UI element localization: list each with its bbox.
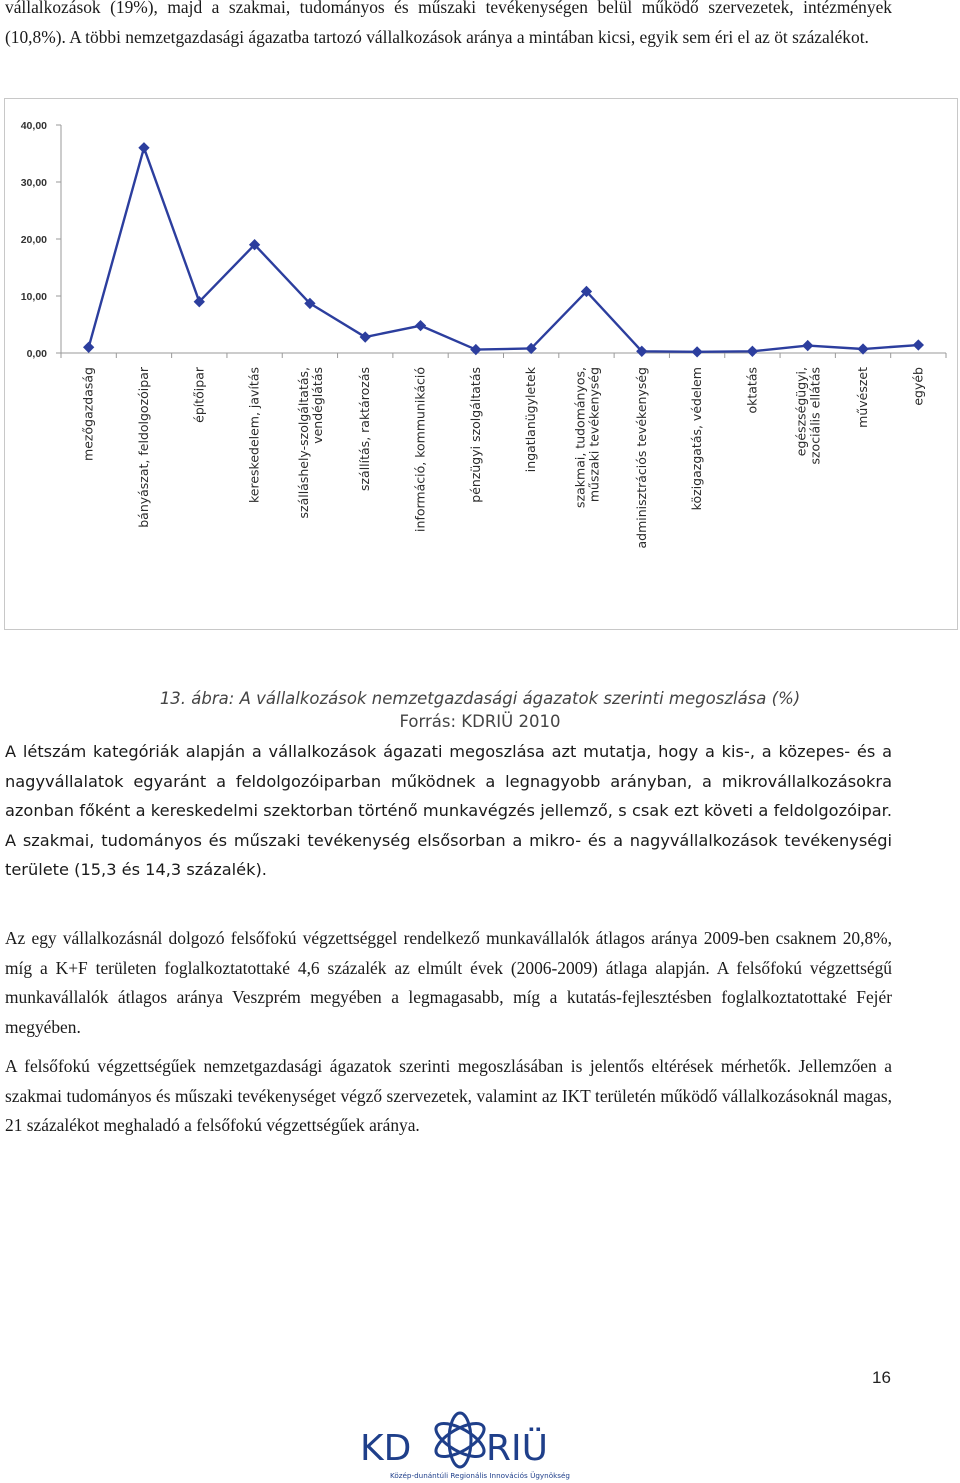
x-tick-label-line: vendéglátás [309, 367, 325, 444]
x-tick-label-line: kereskedelem, javítás [246, 367, 262, 504]
x-tick-label [855, 367, 870, 428]
x-tick-label-line: ingatlanügyletek [523, 367, 539, 473]
x-tick-label-line: építőipar [191, 367, 207, 423]
x-tick-label-line: pénzügyi szolgáltatás [467, 367, 483, 503]
x-tick-label [794, 367, 823, 465]
chart-frame [5, 99, 958, 630]
x-tick-label [744, 367, 759, 414]
page-number: 16 [872, 1368, 891, 1387]
x-tick-label-line: oktatás [744, 367, 760, 414]
x-tick-label [247, 367, 262, 503]
paragraph-2: Az egy vállalkozásnál dolgozó felsőfokú végzettséggel rendelkező munkavállalók átlagos aránya 2009-ben csaknem 20,8%, míg a K+F területen foglalkoztatottaké 4,6 százalék az elmúlt évek (2006-2009) átlaga alapján. A felsőfokú végzettségű munkavállalók átlagos aránya Veszprém megyében a legmagasabb, míg a kutatás-fejlesztésben foglalkoztatottaké Fejér megyében. [5, 928, 892, 1037]
y-tick-label: 40,00 [20, 120, 47, 132]
paragraph-1: A létszám kategóriák alapján a vállalkozások ágazati megoszlása azt mutatja, hogy a kis-, a közepes- és a nagyvállalatok egyaránt a feldolgozóiparban működnek a legnagyobb arányban, a mikrovállalkozásokra azonban főként a kereskedelmi szektorban történő munkavégzés jellemző, s csak ezt követi a feldolgozóipar. A szakmai, tudományos és műszaki tevékenység elsősorban a mikro- és a nagyvállalkozások tevékenységi területe (15,3 és 14,3 százalék). [5, 742, 892, 879]
kdriu-logo [360, 1410, 600, 1483]
x-tick-label [191, 366, 206, 423]
logo-text-right: RIÜ [486, 1428, 548, 1469]
x-tick-label [468, 367, 483, 503]
paragraph-3: A felsőfokú végzettségűek nemzetgazdasági ágazatok szerinti megoszlásában is jelentős eltérések mérhetők. Jellemzően a szakmai tudományos és műszaki tevékenységet végző szervezetek, valamint az IKT területén működő vállalkozásoknál magas, 21 százalékot meghaladó a felsőfokú végzettségűek aránya. [5, 1056, 892, 1135]
x-tick-label [910, 367, 925, 406]
x-tick-label-line: mezőgazdaság [80, 367, 96, 461]
x-tick-label [81, 367, 96, 461]
x-tick-label-line: egyéb [910, 367, 926, 406]
line-chart [4, 98, 958, 630]
x-tick-label [689, 367, 704, 510]
x-tick-label-line: szállítás, raktározás [357, 367, 373, 492]
x-tick-label [634, 367, 649, 549]
x-tick-label-line: szociális ellátás [807, 367, 823, 465]
chart [4, 98, 958, 630]
x-tick-label-line: bányászat, feldolgozóipar [135, 367, 151, 528]
figure-source: Forrás: KDRIÜ 2010 [399, 712, 561, 731]
logo-text-left: KD [360, 1428, 412, 1469]
logo-mark-icon [431, 1413, 489, 1467]
x-tick-label [357, 367, 372, 491]
x-tick-label [413, 367, 428, 532]
y-tick-label: 0,00 [26, 348, 47, 360]
logo-subtitle: Közép-dunántúli Regionális Innovációs Ügynökség [389, 1471, 571, 1480]
y-tick-label: 30,00 [20, 177, 47, 189]
y-tick-label: 20,00 [20, 234, 47, 246]
x-tick-label-line: közigazgatás, védelem [689, 367, 705, 511]
x-tick-label [572, 367, 601, 508]
x-tick-label-line: adminisztrációs tevékenység [633, 367, 649, 549]
paragraph-intro: vállalkozások (19%), majd a szakmai, tudományos és műszaki tevékenységen belül működő szervezetek, intézmények (10,8%). A többi nemzetgazdasági ágazatba tartozó vállalkozások aránya a mintában kicsi, egyik sem éri el az öt százalékot. [5, 0, 892, 47]
x-tick-label [136, 366, 151, 528]
x-tick-label-line: információ, kommunikáció [412, 367, 428, 532]
x-tick-label-line: szálláshely-szolgáltatás, [295, 367, 311, 519]
x-tick-label-line: műszaki tevékenység [586, 367, 602, 503]
x-tick-label-line: egészségügyi, [793, 367, 809, 457]
x-tick-label-line: szakmai, tudományos, [572, 367, 588, 508]
figure-caption: 13. ábra: A vállalkozások nemzetgazdasági ágazatok szerinti megoszlása (%) [159, 689, 801, 708]
x-tick-label [523, 366, 538, 472]
y-tick-label: 10,00 [20, 291, 47, 303]
x-tick-label-line: művészet [855, 367, 871, 428]
